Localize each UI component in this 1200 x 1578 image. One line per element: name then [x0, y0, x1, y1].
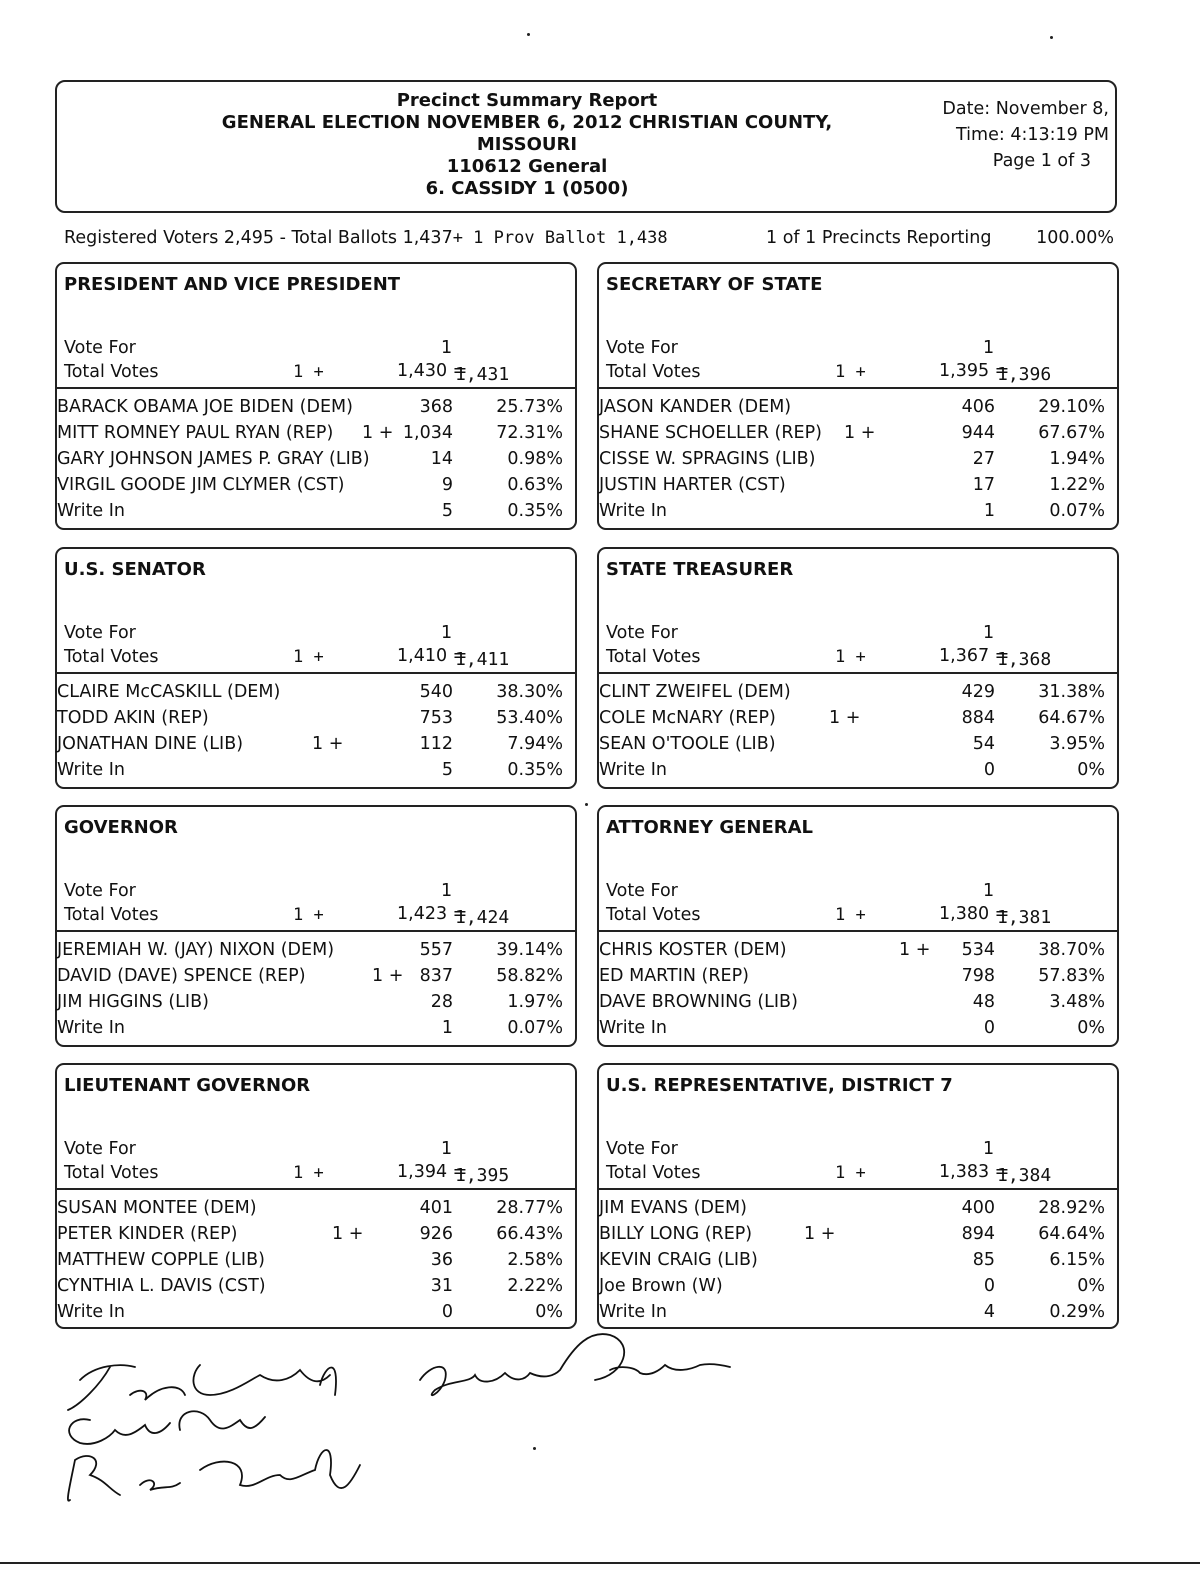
contest-box — [597, 1063, 1119, 1329]
candidate-name: TODD AKIN (REP) — [57, 708, 209, 728]
candidate-percent: 64.64% — [1038, 1224, 1105, 1244]
total-votes-label: Total Votes — [606, 362, 701, 382]
candidate-percent: 3.95% — [1049, 734, 1105, 754]
candidate-row — [57, 1299, 575, 1325]
candidate-percent: 0% — [1077, 1018, 1105, 1038]
contest-title: U.S. SENATOR — [64, 559, 206, 580]
contest-title: U.S. REPRESENTATIVE, DISTRICT 7 — [606, 1075, 953, 1096]
candidate-votes: 1,034 — [402, 423, 453, 443]
candidate-percent: 29.10% — [1038, 397, 1105, 417]
candidate-name: CHRIS KOSTER (DEM) — [599, 940, 787, 960]
vote-for-label: Vote For — [64, 623, 136, 643]
candidate-percent: 72.31% — [496, 423, 563, 443]
candidate-votes: 17 — [972, 475, 995, 495]
vote-for-count: 1 — [983, 338, 995, 358]
candidate-votes: 0 — [441, 1302, 453, 1322]
signature-2 — [69, 1411, 265, 1444]
registration-summary: Registered Voters 2,495 - Total Ballots 1,437 — [64, 228, 453, 248]
candidate-percent: 31.38% — [1038, 682, 1105, 702]
candidate-percent: 3.48% — [1049, 992, 1105, 1012]
candidate-name: Write In — [599, 1302, 668, 1322]
total-votes-subtotal: 1,430 = — [397, 361, 468, 381]
candidate-name: COLE McNARY (REP) — [599, 708, 776, 728]
scan-speck — [585, 803, 588, 806]
candidate-votes: 0 — [983, 1276, 995, 1296]
candidate-votes: 753 — [419, 708, 453, 728]
total-votes-label: Total Votes — [64, 1163, 159, 1183]
candidate-row — [57, 679, 575, 705]
contest-title: GOVERNOR — [64, 817, 178, 838]
provisional-mark: 1 + — [293, 905, 324, 925]
provisional-mark: 1 + — [835, 905, 866, 925]
candidate-votes: 798 — [961, 966, 995, 986]
candidate-name: CLINT ZWEIFEL (DEM) — [599, 682, 791, 702]
vote-for-label: Vote For — [606, 338, 678, 358]
total-votes-handwritten: 1,395 — [455, 1165, 510, 1186]
candidate-percent: 1.94% — [1049, 449, 1105, 469]
contest-box — [55, 1063, 577, 1329]
contest-box — [55, 805, 577, 1047]
candidate-votes: 85 — [972, 1250, 995, 1270]
candidate-name: JUSTIN HARTER (CST) — [599, 475, 786, 495]
candidate-percent: 0.35% — [507, 501, 563, 521]
contest-box — [597, 547, 1119, 789]
report-title-line3: MISSOURI — [476, 134, 578, 155]
candidate-name: JONATHAN DINE (LIB) — [57, 734, 244, 754]
candidate-row — [599, 757, 1117, 783]
provisional-mark: 1 + — [844, 423, 876, 443]
candidate-votes: 837 — [419, 966, 453, 986]
candidate-row — [57, 705, 575, 731]
candidate-row — [599, 1221, 1117, 1247]
candidate-row — [57, 757, 575, 783]
provisional-mark: 1 + — [362, 423, 394, 443]
candidate-row — [599, 1273, 1117, 1299]
report-time: Time: 4:13:19 PM — [956, 125, 1109, 145]
candidate-name: Joe Brown (W) — [599, 1276, 723, 1296]
candidate-row — [599, 937, 1117, 963]
candidate-votes: 9 — [441, 475, 453, 495]
contest-box — [55, 262, 577, 530]
total-votes-label: Total Votes — [606, 1163, 701, 1183]
candidate-list — [599, 679, 1117, 783]
candidate-votes: 884 — [961, 708, 995, 728]
precincts-reporting: 1 of 1 Precincts Reporting — [766, 228, 992, 248]
candidate-votes: 557 — [419, 940, 453, 960]
contest-box — [55, 547, 577, 789]
candidate-votes: 534 — [961, 940, 995, 960]
candidate-name: GARY JOHNSON JAMES P. GRAY (LIB) — [57, 449, 370, 469]
candidate-row — [57, 1273, 575, 1299]
candidate-row — [599, 731, 1117, 757]
candidate-percent: 0.07% — [1049, 501, 1105, 521]
candidate-row — [57, 989, 575, 1015]
candidate-votes: 540 — [419, 682, 453, 702]
candidate-name: BILLY LONG (REP) — [599, 1224, 753, 1244]
candidate-votes: 429 — [961, 682, 995, 702]
candidate-name: DAVID (DAVE) SPENCE (REP) — [57, 966, 306, 986]
report-title-line4: 110612 General — [446, 156, 608, 177]
total-votes-subtotal: 1,395 = — [939, 361, 1010, 381]
candidate-votes: 5 — [441, 501, 453, 521]
candidate-name: JEREMIAH W. (JAY) NIXON (DEM) — [57, 940, 335, 960]
provisional-mark: 1 + — [293, 647, 324, 667]
candidate-votes: 406 — [961, 397, 995, 417]
candidate-percent: 1.97% — [507, 992, 563, 1012]
candidate-percent: 0.29% — [1049, 1302, 1105, 1322]
total-votes-label: Total Votes — [606, 647, 701, 667]
candidate-percent: 0% — [535, 1302, 563, 1322]
candidate-name: MITT ROMNEY PAUL RYAN (REP) — [57, 423, 334, 443]
divider — [599, 672, 1117, 674]
candidate-percent: 1.22% — [1049, 475, 1105, 495]
vote-for-count: 1 — [983, 623, 995, 643]
candidate-row — [57, 1015, 575, 1041]
candidate-name: JASON KANDER (DEM) — [599, 397, 792, 417]
candidate-votes: 1 — [441, 1018, 453, 1038]
candidate-percent: 39.14% — [496, 940, 563, 960]
candidate-votes: 31 — [430, 1276, 453, 1296]
total-votes-subtotal: 1,410 = — [397, 646, 468, 666]
candidate-row — [599, 1195, 1117, 1221]
candidate-row — [599, 989, 1117, 1015]
candidate-name: ED MARTIN (REP) — [599, 966, 749, 986]
candidate-name: SHANE SCHOELLER (REP) — [599, 423, 822, 443]
provisional-mark: 1 + — [835, 1163, 866, 1183]
candidate-votes: 14 — [430, 449, 453, 469]
contest-title: ATTORNEY GENERAL — [606, 817, 814, 838]
total-votes-subtotal: 1,394 = — [397, 1162, 468, 1182]
candidate-row — [599, 1015, 1117, 1041]
signature-4 — [420, 1334, 730, 1395]
divider — [57, 672, 575, 674]
candidate-name: JIM HIGGINS (LIB) — [57, 992, 209, 1012]
candidate-votes: 27 — [972, 449, 995, 469]
total-votes-handwritten: 1,431 — [455, 364, 510, 385]
candidate-row — [599, 446, 1117, 472]
candidate-percent: 0% — [1077, 1276, 1105, 1296]
candidate-name: CYNTHIA L. DAVIS (CST) — [57, 1276, 266, 1296]
candidate-percent: 64.67% — [1038, 708, 1105, 728]
candidate-list — [57, 679, 575, 783]
page-bottom-edge — [0, 1562, 1200, 1564]
total-votes-label: Total Votes — [64, 362, 159, 382]
contest-title: SECRETARY OF STATE — [606, 274, 823, 295]
candidate-percent: 0.98% — [507, 449, 563, 469]
candidate-votes: 5 — [441, 760, 453, 780]
candidate-name: Write In — [57, 501, 126, 521]
candidate-votes: 36 — [430, 1250, 453, 1270]
scan-speck — [533, 1447, 536, 1450]
candidate-percent: 28.92% — [1038, 1198, 1105, 1218]
candidate-percent: 53.40% — [496, 708, 563, 728]
candidate-votes: 1 — [983, 501, 995, 521]
vote-for-count: 1 — [441, 338, 453, 358]
provisional-mark: 1 + — [293, 362, 324, 382]
divider — [599, 1188, 1117, 1190]
signature-block — [50, 1325, 750, 1525]
provisional-mark: 1 + — [332, 1224, 364, 1244]
candidate-percent: 66.43% — [496, 1224, 563, 1244]
signature-1 — [68, 1365, 336, 1410]
provisional-mark: 1 + — [899, 940, 931, 960]
divider — [57, 387, 575, 389]
total-votes-handwritten: 1,384 — [997, 1165, 1052, 1186]
contest-box — [597, 262, 1119, 530]
registration-line — [64, 228, 1114, 248]
candidate-row — [599, 963, 1117, 989]
candidate-name: KEVIN CRAIG (LIB) — [599, 1250, 758, 1270]
candidate-row — [57, 420, 575, 446]
provisional-mark: 1 + — [293, 1163, 324, 1183]
divider — [599, 387, 1117, 389]
vote-for-count: 1 — [441, 623, 453, 643]
total-votes-handwritten: 1,424 — [455, 907, 510, 928]
candidate-row — [599, 498, 1117, 524]
total-votes-label: Total Votes — [606, 905, 701, 925]
candidate-row — [57, 394, 575, 420]
candidate-row — [57, 1195, 575, 1221]
vote-for-count: 1 — [983, 881, 995, 901]
candidate-percent: 2.58% — [507, 1250, 563, 1270]
total-votes-handwritten: 1,396 — [997, 364, 1052, 385]
candidate-name: Write In — [57, 1302, 126, 1322]
vote-for-label: Vote For — [606, 623, 678, 643]
report-title-line5: 6. CASSIDY 1 (0500) — [425, 178, 629, 199]
candidate-votes: 28 — [430, 992, 453, 1012]
report-title-line1: Precinct Summary Report — [396, 90, 658, 111]
total-votes-handwritten: 1,368 — [997, 649, 1052, 670]
candidate-name: SUSAN MONTEE (DEM) — [57, 1198, 257, 1218]
vote-for-count: 1 — [441, 1139, 453, 1159]
candidate-votes: 401 — [419, 1198, 453, 1218]
divider — [599, 930, 1117, 932]
candidate-row — [599, 394, 1117, 420]
report-date: Date: November 8, — [942, 99, 1109, 119]
candidate-percent: 38.30% — [496, 682, 563, 702]
report-header — [55, 80, 1117, 213]
candidate-name: MATTHEW COPPLE (LIB) — [57, 1250, 265, 1270]
candidate-name: Write In — [57, 760, 126, 780]
candidate-name: Write In — [599, 501, 668, 521]
signature-3 — [68, 1450, 360, 1501]
candidate-row — [57, 963, 575, 989]
candidate-name: SEAN O'TOOLE (LIB) — [599, 734, 776, 754]
candidate-list — [57, 1195, 575, 1325]
divider — [57, 1188, 575, 1190]
candidate-votes: 0 — [983, 1018, 995, 1038]
vote-for-label: Vote For — [64, 881, 136, 901]
contest-title: LIEUTENANT GOVERNOR — [64, 1075, 311, 1096]
candidate-list — [599, 1195, 1117, 1325]
report-title-line2: GENERAL ELECTION NOVEMBER 6, 2012 CHRISTIAN COUNTY, — [221, 112, 833, 133]
candidate-votes: 54 — [972, 734, 995, 754]
candidate-name: Write In — [57, 1018, 126, 1038]
provisional-mark: 1 + — [835, 647, 866, 667]
candidate-percent: 67.67% — [1038, 423, 1105, 443]
report-meta — [919, 96, 1109, 174]
total-votes-subtotal: 1,423 = — [397, 904, 468, 924]
candidate-name: CLAIRE McCASKILL (DEM) — [57, 682, 281, 702]
contest-title: PRESIDENT AND VICE PRESIDENT — [64, 274, 401, 295]
candidate-row — [57, 731, 575, 757]
candidate-percent: 6.15% — [1049, 1250, 1105, 1270]
candidate-row — [599, 1299, 1117, 1325]
total-votes-handwritten: 1,381 — [997, 907, 1052, 928]
candidate-row — [57, 1221, 575, 1247]
candidate-percent: 25.73% — [496, 397, 563, 417]
candidate-percent: 0.63% — [507, 475, 563, 495]
candidate-row — [57, 1247, 575, 1273]
candidate-name: Write In — [599, 760, 668, 780]
candidate-row — [57, 498, 575, 524]
candidate-votes: 112 — [419, 734, 453, 754]
divider — [57, 930, 575, 932]
provisional-mark: 1 + — [372, 966, 404, 986]
total-votes-label: Total Votes — [64, 647, 159, 667]
candidate-name: BARACK OBAMA JOE BIDEN (DEM) — [57, 397, 353, 417]
candidate-name: Write In — [599, 1018, 668, 1038]
candidate-votes: 0 — [983, 760, 995, 780]
candidate-percent: 38.70% — [1038, 940, 1105, 960]
total-votes-subtotal: 1,383 = — [939, 1162, 1010, 1182]
candidate-votes: 894 — [961, 1224, 995, 1244]
total-votes-label: Total Votes — [64, 905, 159, 925]
contest-title: STATE TREASURER — [606, 559, 794, 580]
candidate-name: CISSE W. SPRAGINS (LIB) — [599, 449, 816, 469]
candidate-row — [599, 420, 1117, 446]
candidate-list — [599, 394, 1117, 524]
precincts-reporting-percent: 100.00% — [1036, 228, 1114, 248]
provisional-mark: 1 + — [829, 708, 861, 728]
contest-box — [597, 805, 1119, 1047]
candidate-percent: 57.83% — [1038, 966, 1105, 986]
vote-for-count: 1 — [441, 881, 453, 901]
candidate-row — [599, 1247, 1117, 1273]
candidate-votes: 48 — [972, 992, 995, 1012]
candidate-percent: 28.77% — [496, 1198, 563, 1218]
candidate-percent: 0% — [1077, 760, 1105, 780]
candidate-votes: 926 — [419, 1224, 453, 1244]
provisional-mark: 1 + — [804, 1224, 836, 1244]
candidate-percent: 2.22% — [507, 1276, 563, 1296]
report-title — [207, 90, 847, 200]
candidate-row — [57, 446, 575, 472]
scan-speck — [1050, 36, 1053, 39]
candidate-name: DAVE BROWNING (LIB) — [599, 992, 798, 1012]
total-votes-handwritten: 1,411 — [455, 649, 510, 670]
candidate-percent: 0.35% — [507, 760, 563, 780]
vote-for-label: Vote For — [606, 1139, 678, 1159]
candidate-percent: 7.94% — [507, 734, 563, 754]
candidate-votes: 368 — [419, 397, 453, 417]
candidate-list — [57, 394, 575, 524]
candidate-row — [57, 472, 575, 498]
candidate-row — [599, 705, 1117, 731]
candidate-row — [599, 472, 1117, 498]
candidate-percent: 0.07% — [507, 1018, 563, 1038]
candidate-name: VIRGIL GOODE JIM CLYMER (CST) — [57, 475, 345, 495]
provisional-mark: 1 + — [312, 734, 344, 754]
candidate-row — [57, 937, 575, 963]
candidate-votes: 400 — [961, 1198, 995, 1218]
candidate-percent: 58.82% — [496, 966, 563, 986]
candidate-votes: 4 — [983, 1302, 995, 1322]
total-votes-subtotal: 1,367 = — [939, 646, 1010, 666]
candidate-list — [599, 937, 1117, 1041]
provisional-mark: 1 + — [835, 362, 866, 382]
candidate-list — [57, 937, 575, 1041]
provisional-ballot-note: + 1 Prov Ballot 1,438 — [452, 228, 668, 248]
candidate-name: PETER KINDER (REP) — [57, 1224, 238, 1244]
candidate-row — [599, 679, 1117, 705]
vote-for-label: Vote For — [606, 881, 678, 901]
scan-speck — [527, 33, 530, 36]
report-page: Page 1 of 3 — [992, 151, 1091, 171]
total-votes-subtotal: 1,380 = — [939, 904, 1010, 924]
vote-for-label: Vote For — [64, 338, 136, 358]
candidate-votes: 944 — [961, 423, 995, 443]
candidate-name: JIM EVANS (DEM) — [599, 1198, 747, 1218]
vote-for-label: Vote For — [64, 1139, 136, 1159]
vote-for-count: 1 — [983, 1139, 995, 1159]
